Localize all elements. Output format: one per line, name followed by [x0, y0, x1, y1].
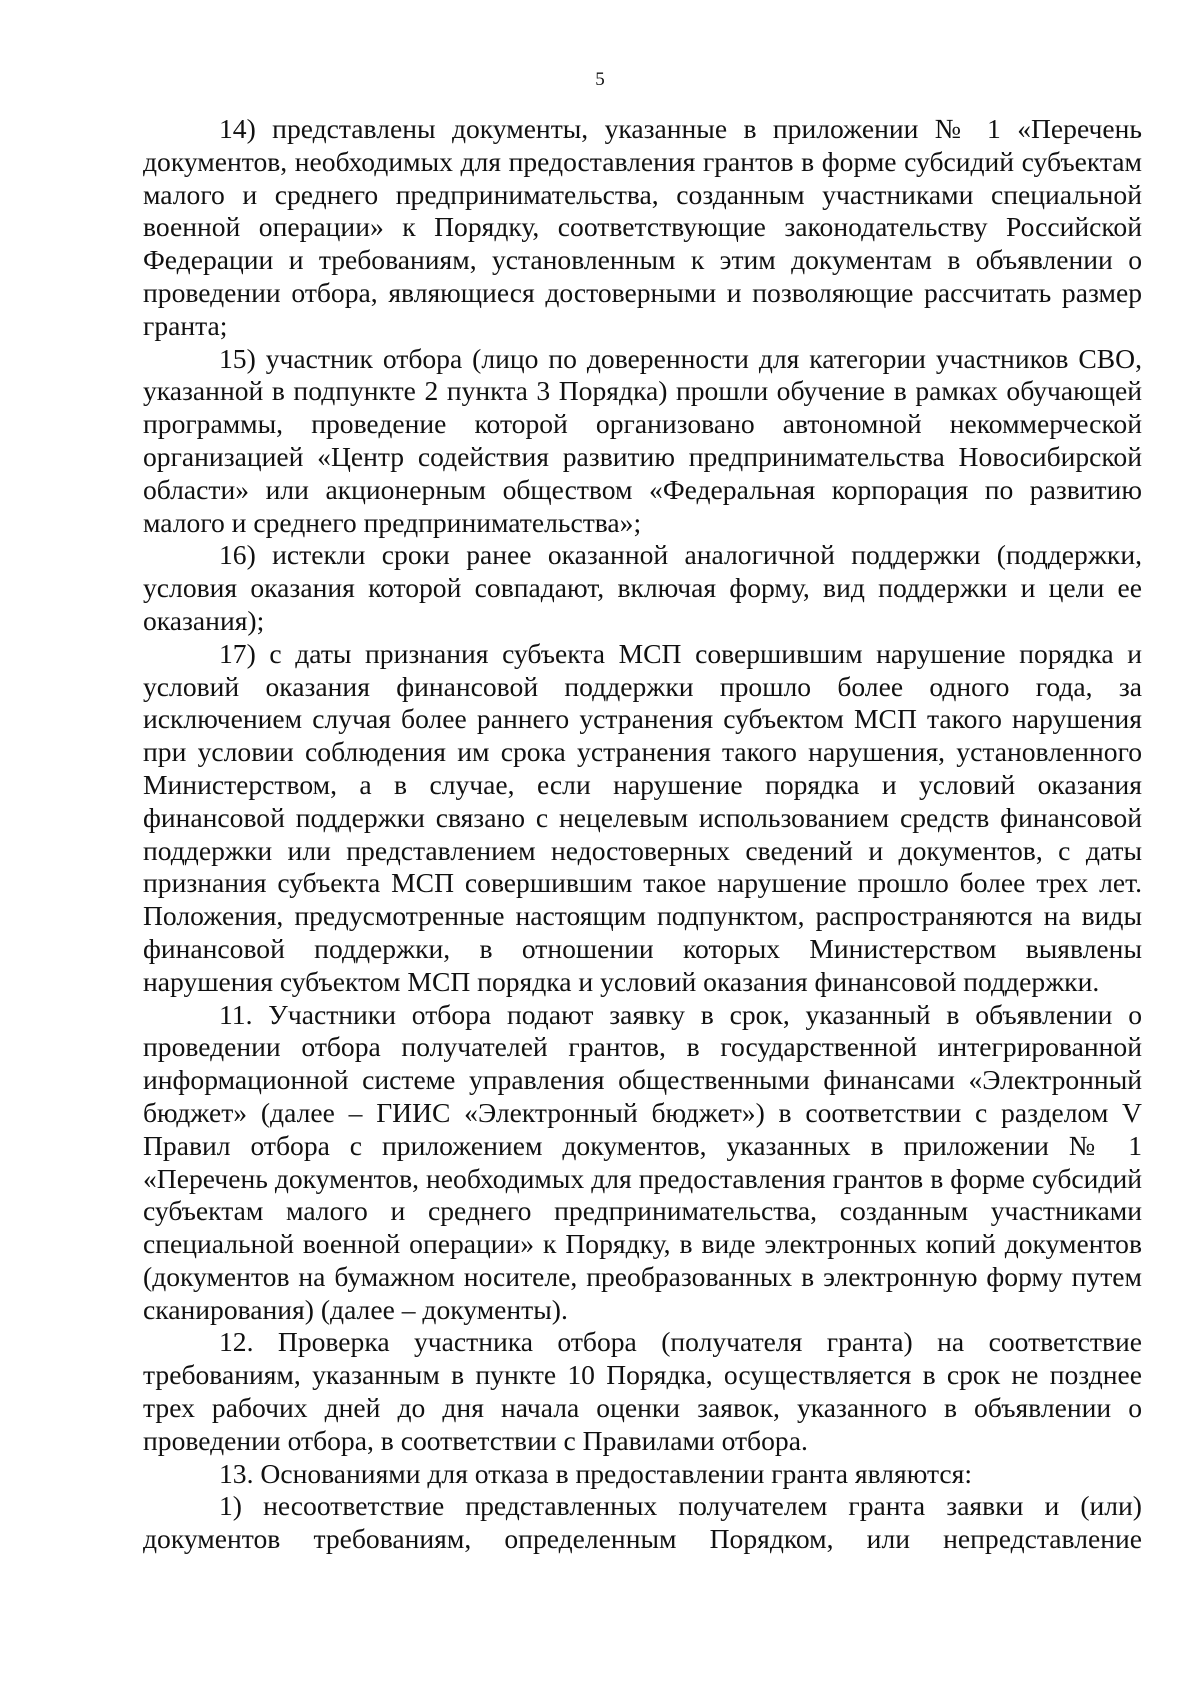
paragraph-clause-11: 11. Участники отбора подают заявку в срок, указанный в объявлении о проведении отбора получателей грантов, в государственной интегрированной информационной системе управления общественными финансами «Электронный бюджет» (далее – ГИИС «Электронный бюджет») в соответствии с разделом V Правил отбора с приложением документов, указанных в приложении № 1 «Перечень документов, необходимых для предоставления грантов в форме субсидий субъектам малого и среднего предпринимательства, созданным участниками специальной военной операции» к Порядку, в виде электронных копий документов (документов на бумажном носителе, преобразованных в электронную форму путем сканирования) (далее – документы).: [143, 998, 1142, 1325]
page-number: 5: [595, 69, 605, 90]
paragraph-clause-12: 12. Проверка участника отбора (получателя гранта) на соответствие требованиям, указанным в пункте 10 Порядка, осуществляется в срок не позднее трех рабочих дней до дня начала оценки заявок, указанного в объявлении о проведении отбора, в соответствии с Правилами отбора.: [143, 1326, 1142, 1456]
paragraph-clause-13: 13. Основаниями для отказа в предоставлении гранта являются:: [219, 1457, 972, 1489]
paragraph-item-14: 14) представлены документы, указанные в приложении № 1 «Перечень документов, необходимых для предоставления грантов в форме субсидий субъектам малого и среднего предпринимательства, созданным участниками специальной военной операции» к Порядку, соответствующие законодательству Российской Федерации и требованиям, установленным к этим документам в объявлении о проведении отбора, являющиеся достоверными и позволяющие рассчитать размер гранта;: [143, 113, 1142, 341]
document-body: [143, 113, 1142, 1556]
paragraph-item-16: 16) истекли сроки ранее оказанной аналогичной поддержки (поддержки, условия оказания которой совпадают, включая форму, вид поддержки и цели ее оказания);: [143, 539, 1142, 636]
paragraph-refusal-item-1: 1) несоответствие представленных получателем гранта заявки и (или) документов требованиям, определенным Порядком, или непредставление: [143, 1490, 1142, 1555]
paragraph-item-15: 15) участник отбора (лицо по доверенности для категории участников СВО, указанной в подпункте 2 пункта 3 Порядка) прошли обучение в рамках обучающей программы, проведение которой организовано автономной некоммерческой организацией «Центр содействия развитию предпринимательства Новосибирской области» или акционерным обществом «Федеральная корпорация по развитию малого и среднего предпринимательства»;: [143, 342, 1142, 538]
paragraph-item-17: 17) с даты признания субъекта МСП совершившим нарушение порядка и условий оказания финансовой поддержки прошло более одного года, за исключением случая более раннего устранения субъектом МСП такого нарушения при условии соблюдения им срока устранения такого нарушения, установленного Министерством, а в случае, если нарушение порядка и условий оказания финансовой поддержки связано с нецелевым использованием средств финансовой поддержки или представлением недостоверных сведений и документов, с даты признания субъекта МСП совершившим такое нарушение прошло более трех лет. Положения, предусмотренные настоящим подпунктом, распространяются на виды финансовой поддержки, в отношении которых Министерством выявлены нарушения субъектом МСП порядка и условий оказания финансовой поддержки.: [143, 637, 1142, 997]
